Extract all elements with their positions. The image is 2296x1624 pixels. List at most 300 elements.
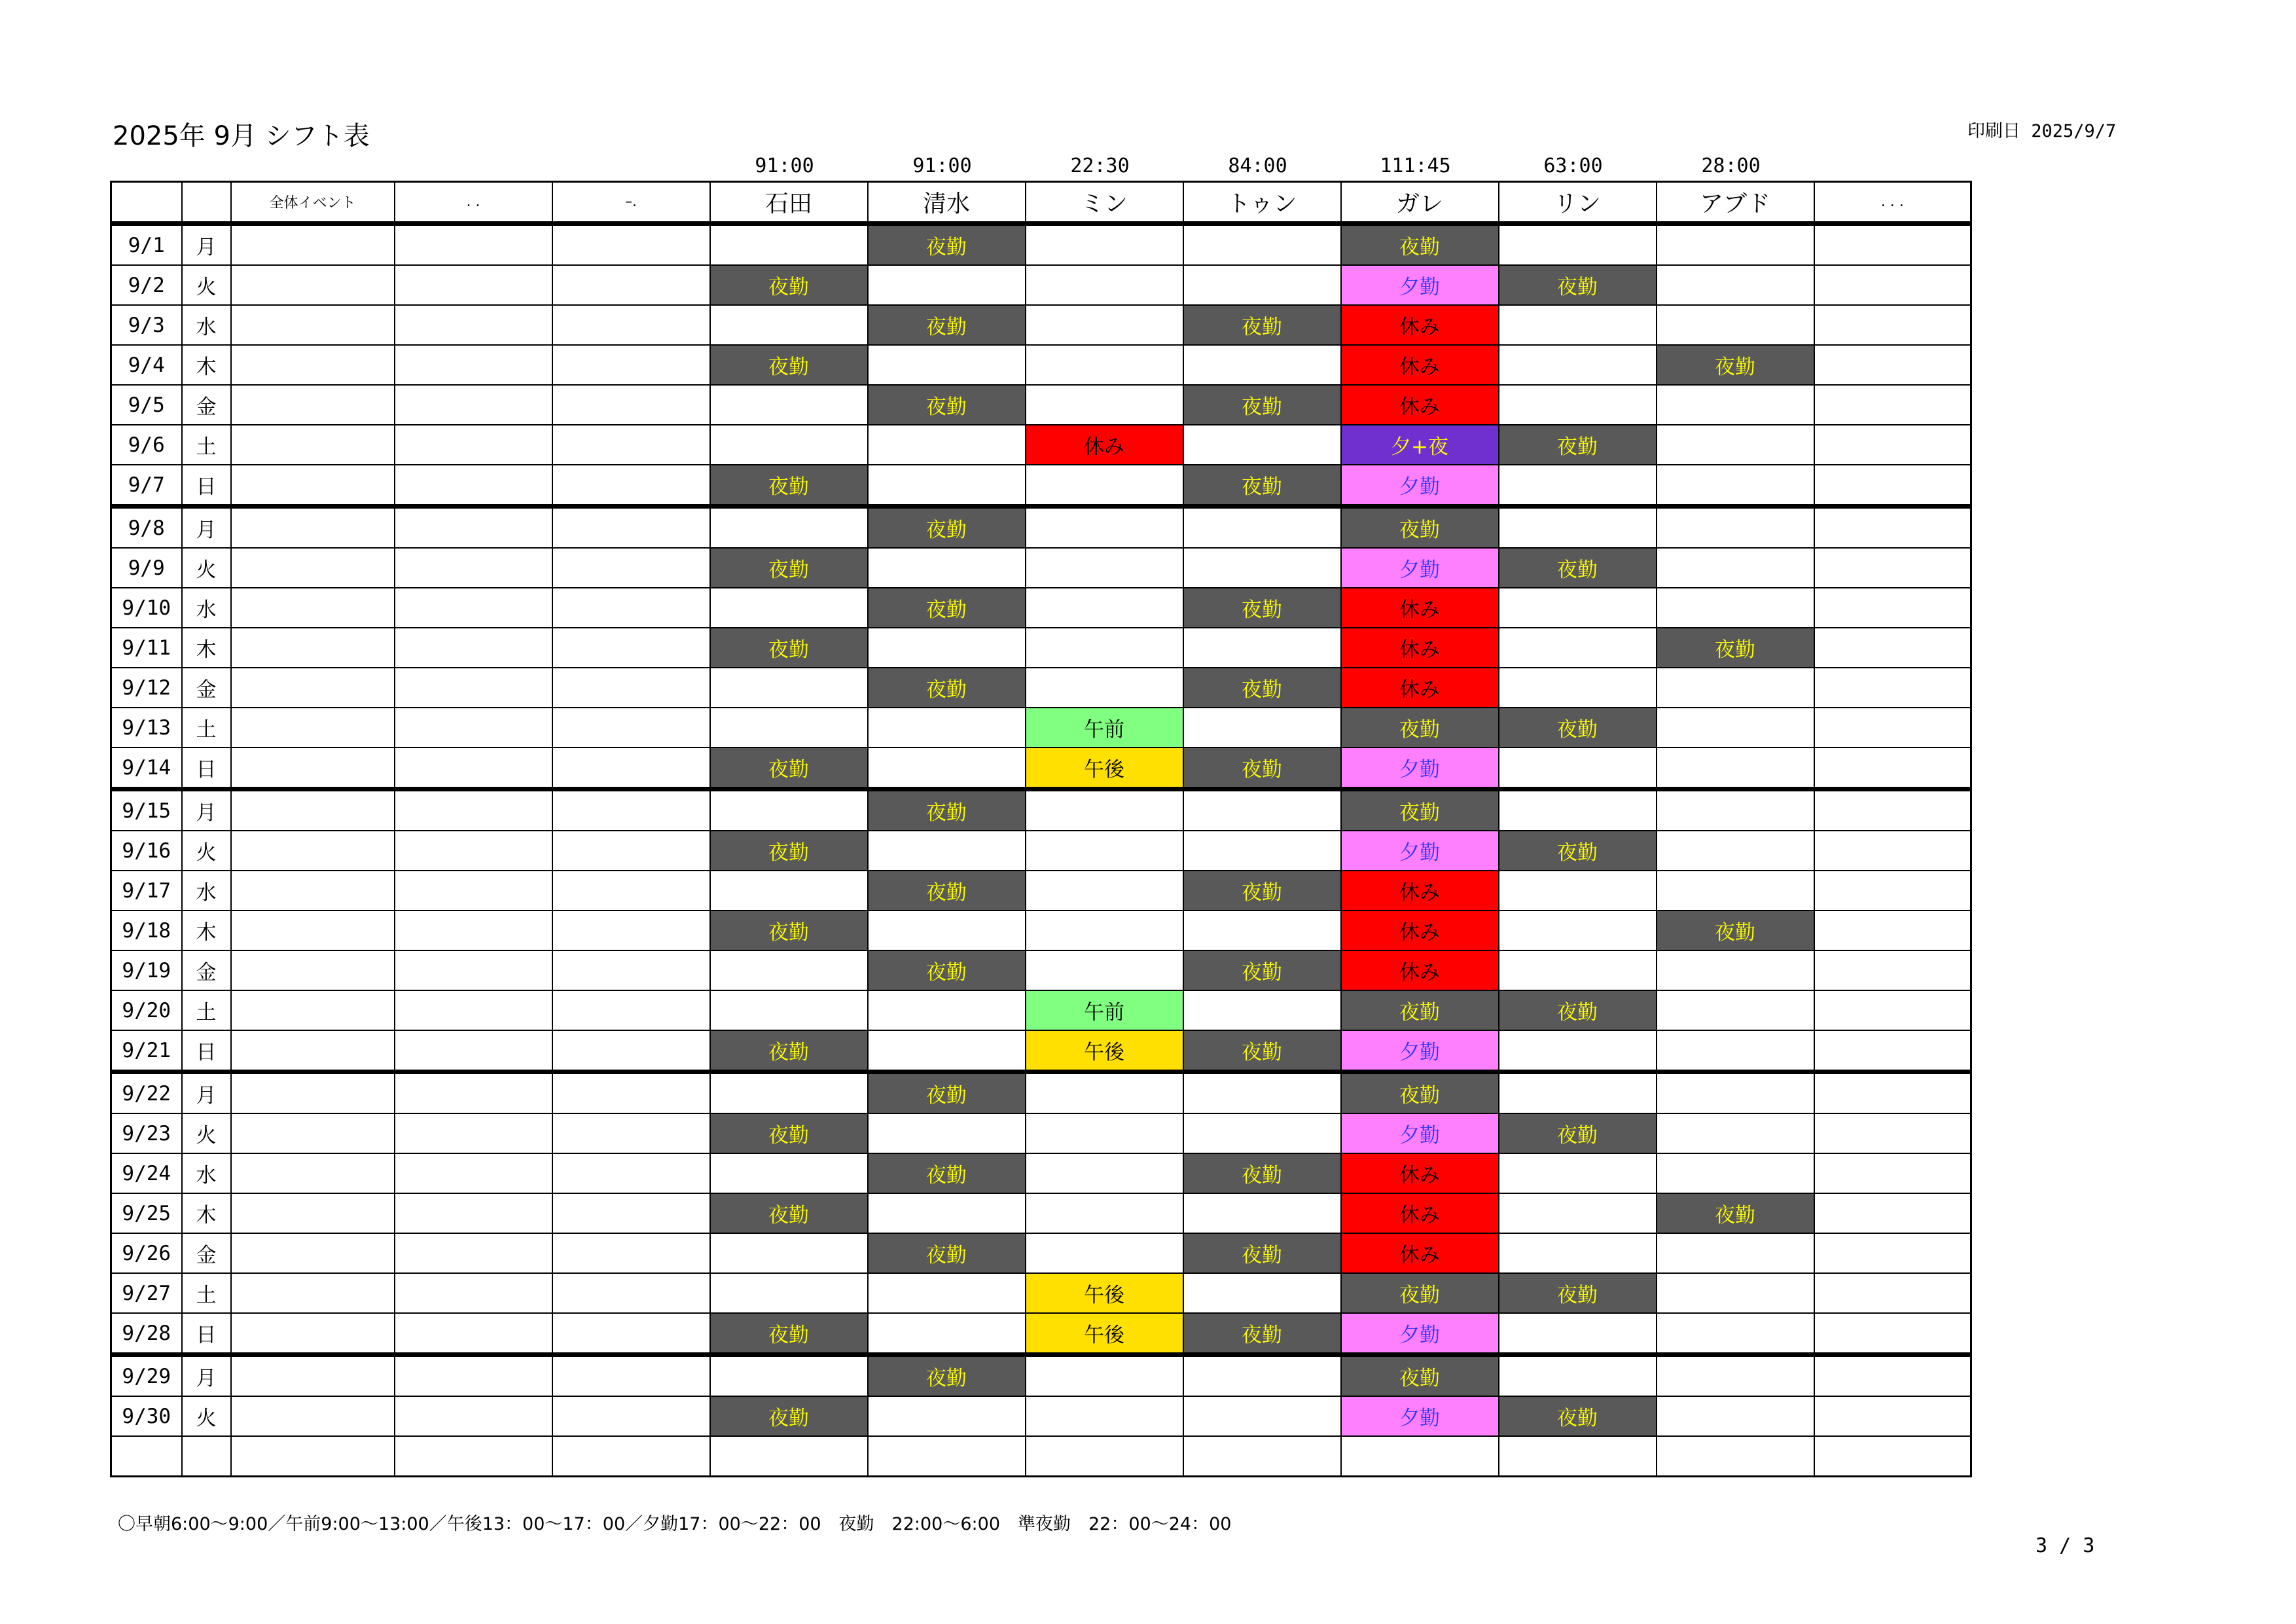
table-row (111, 1313, 1971, 1355)
shift-cell (1499, 950, 1657, 990)
empty-cell (552, 265, 710, 305)
empty-cell (552, 1113, 710, 1153)
row-date: 9/7 (111, 465, 182, 507)
shift-cell (1183, 831, 1341, 871)
shift-cell (1814, 748, 1971, 789)
shift-cell (868, 1396, 1026, 1436)
table-row (111, 1113, 1971, 1153)
shift-cell (710, 1273, 868, 1313)
shift-cell (710, 990, 868, 1030)
row-date: 9/26 (111, 1233, 182, 1273)
empty-cell (552, 305, 710, 345)
event-cell (231, 385, 395, 425)
shift-cell: 夜勤 (710, 748, 868, 789)
shift-cell (868, 628, 1026, 668)
shift-cell (1183, 1436, 1341, 1477)
shift-cell: 夜勤 (1341, 1072, 1499, 1114)
empty-cell (552, 1396, 710, 1436)
event-cell (231, 748, 395, 789)
shift-cell (1026, 305, 1183, 345)
row-day-of-week: 月 (182, 1072, 231, 1114)
shift-cell (1814, 385, 1971, 425)
event-cell (231, 990, 395, 1030)
shift-cell (1657, 748, 1814, 789)
shift-cell (868, 1436, 1026, 1477)
shift-cell (1657, 668, 1814, 708)
row-day-of-week: 木 (182, 345, 231, 385)
shift-cell: 休み (1341, 911, 1499, 950)
shift-cell: 夜勤 (1183, 1233, 1341, 1273)
shift-cell (1814, 708, 1971, 748)
shift-cell (1814, 911, 1971, 950)
shift-cell (1657, 425, 1814, 465)
shift-cell: 夕勤 (1341, 548, 1499, 588)
shift-cell: 夜勤 (710, 1193, 868, 1233)
shift-cell: 夜勤 (1499, 831, 1657, 871)
shift-cell (1657, 1313, 1814, 1355)
shift-cell (868, 831, 1026, 871)
event-cell (231, 548, 395, 588)
row-day-of-week: 水 (182, 588, 231, 628)
shift-cell: 夜勤 (1657, 1193, 1814, 1233)
empty-cell (552, 224, 710, 266)
shift-cell (1657, 831, 1814, 871)
event-cell (231, 1355, 395, 1397)
shift-cell (1026, 1233, 1183, 1273)
empty-cell (395, 748, 552, 789)
empty-cell (395, 628, 552, 668)
shift-cell: 夜勤 (868, 224, 1026, 266)
shift-cell (1499, 1233, 1657, 1273)
shift-cell: 夕勤 (1341, 1313, 1499, 1355)
shift-cell (1657, 708, 1814, 748)
table-row (111, 425, 1971, 465)
empty-cell (552, 871, 710, 911)
shift-cell: 休み (1026, 425, 1183, 465)
shift-cell (1183, 708, 1341, 748)
shift-cell (1026, 831, 1183, 871)
shift-cell (1814, 548, 1971, 588)
row-day-of-week: 土 (182, 990, 231, 1030)
shift-cell: 夜勤 (710, 548, 868, 588)
table-row (111, 385, 1971, 425)
shift-cell (1814, 831, 1971, 871)
empty-cell (395, 265, 552, 305)
header-date (111, 182, 182, 224)
event-cell (231, 345, 395, 385)
shift-cell (1499, 465, 1657, 507)
shift-cell (1499, 1313, 1657, 1355)
empty-cell (552, 748, 710, 789)
shift-cell (710, 871, 868, 911)
event-cell (231, 1072, 395, 1114)
shift-cell (1499, 224, 1657, 266)
shift-cell: 夜勤 (1341, 789, 1499, 831)
total-hours: 63:00 (1543, 154, 1603, 177)
shift-cell (1814, 950, 1971, 990)
table-row (111, 1030, 1971, 1072)
table-row (111, 507, 1971, 549)
empty-cell (552, 1193, 710, 1233)
shift-cell (1657, 465, 1814, 507)
shift-cell: 夜勤 (710, 911, 868, 950)
shift-cell: 夜勤 (1183, 668, 1341, 708)
table-row (111, 1396, 1971, 1436)
shift-cell (1814, 507, 1971, 549)
shift-cell (868, 1273, 1026, 1313)
row-day-of-week: 火 (182, 831, 231, 871)
row-day-of-week: 日 (182, 1030, 231, 1072)
shift-cell (1026, 1436, 1183, 1477)
shift-cell (1499, 345, 1657, 385)
event-cell (231, 1193, 395, 1233)
row-day-of-week: 火 (182, 1113, 231, 1153)
shift-cell: 夜勤 (868, 1355, 1026, 1397)
shift-cell (1026, 224, 1183, 266)
shift-cell (1657, 305, 1814, 345)
table-row (111, 1273, 1971, 1313)
shift-cell: 休み (1341, 305, 1499, 345)
row-day-of-week: 月 (182, 507, 231, 549)
shift-cell: 夜勤 (1499, 265, 1657, 305)
shift-cell (1499, 1153, 1657, 1193)
table-row (111, 465, 1971, 507)
total-hours: 91:00 (912, 154, 972, 177)
row-day-of-week (182, 1436, 231, 1477)
shift-cell (868, 708, 1026, 748)
row-day-of-week: 金 (182, 385, 231, 425)
shift-cell (1183, 425, 1341, 465)
shift-legend: 〇早朝6:00〜9:00／午前9:00〜13:00／午後13：00〜17：00／夕勤17：00〜22：00 夜勤 22:00〜6:00 準夜勤 22：00〜24：00 (118, 1514, 1232, 1534)
row-date: 9/28 (111, 1313, 182, 1355)
row-day-of-week: 水 (182, 871, 231, 911)
total-hours: 22:30 (1070, 154, 1130, 177)
empty-cell (395, 1355, 552, 1397)
shift-cell (868, 1113, 1026, 1153)
empty-cell (395, 1396, 552, 1436)
shift-cell: 午後 (1026, 1273, 1183, 1313)
shift-cell (1657, 224, 1814, 266)
row-date: 9/19 (111, 950, 182, 990)
shift-cell (1026, 628, 1183, 668)
row-date: 9/27 (111, 1273, 182, 1313)
shift-cell (868, 425, 1026, 465)
shift-cell (1657, 1233, 1814, 1273)
total-hours: 28:00 (1701, 154, 1761, 177)
shift-cell (1183, 345, 1341, 385)
event-cell (231, 1396, 395, 1436)
shift-cell (1657, 588, 1814, 628)
shift-cell (868, 1313, 1026, 1355)
table-row (111, 668, 1971, 708)
event-cell (231, 911, 395, 950)
shift-cell (1814, 628, 1971, 668)
shift-cell: 休み (1341, 1193, 1499, 1233)
row-date: 9/22 (111, 1072, 182, 1114)
shift-cell (1026, 950, 1183, 990)
empty-cell (395, 425, 552, 465)
shift-cell (710, 224, 868, 266)
shift-cell (1814, 265, 1971, 305)
empty-cell (395, 305, 552, 345)
shift-cell (1814, 1072, 1971, 1114)
empty-cell (395, 871, 552, 911)
empty-cell (395, 1313, 552, 1355)
row-day-of-week: 木 (182, 911, 231, 950)
shift-cell: 夕勤 (1341, 265, 1499, 305)
table-row (111, 224, 1971, 266)
shift-cell: 休み (1341, 588, 1499, 628)
shift-cell (868, 1193, 1026, 1233)
empty-cell (552, 1355, 710, 1397)
table-row (111, 548, 1971, 588)
table-row (111, 1355, 1971, 1397)
shift-cell (868, 345, 1026, 385)
shift-cell (1499, 1193, 1657, 1233)
shift-cell: 夜勤 (710, 628, 868, 668)
row-day-of-week: 水 (182, 305, 231, 345)
shift-cell: 夜勤 (868, 1153, 1026, 1193)
table-row (111, 1193, 1971, 1233)
empty-cell (552, 548, 710, 588)
row-day-of-week: 日 (182, 465, 231, 507)
shift-cell (1183, 1193, 1341, 1233)
row-date: 9/15 (111, 789, 182, 831)
row-date: 9/16 (111, 831, 182, 871)
shift-cell (1657, 871, 1814, 911)
shift-cell: 夜勤 (1183, 871, 1341, 911)
shift-cell (1814, 588, 1971, 628)
shift-cell (1814, 1273, 1971, 1313)
shift-cell: 夜勤 (1183, 1313, 1341, 1355)
table-row (111, 708, 1971, 748)
empty-cell (395, 1273, 552, 1313)
row-date: 9/11 (111, 628, 182, 668)
shift-cell (1657, 1436, 1814, 1477)
row-date: 9/3 (111, 305, 182, 345)
shift-cell (1814, 1233, 1971, 1273)
empty-cell (552, 668, 710, 708)
shift-cell: 夜勤 (710, 1396, 868, 1436)
row-date: 9/24 (111, 1153, 182, 1193)
shift-cell (1183, 1396, 1341, 1436)
event-cell (231, 871, 395, 911)
empty-cell (552, 507, 710, 549)
shift-cell (1183, 911, 1341, 950)
shift-cell: 夜勤 (1499, 1396, 1657, 1436)
row-day-of-week: 火 (182, 548, 231, 588)
shift-cell: 夜勤 (1657, 345, 1814, 385)
shift-cell (1499, 507, 1657, 549)
shift-cell (1814, 1396, 1971, 1436)
empty-cell (395, 1113, 552, 1153)
page-number: 3 / 3 (2036, 1534, 2095, 1557)
row-day-of-week: 土 (182, 708, 231, 748)
empty-cell (552, 465, 710, 507)
shift-cell: 夕勤 (1341, 748, 1499, 789)
shift-cell: 夕勤 (1341, 1113, 1499, 1153)
event-cell (231, 1313, 395, 1355)
shift-cell (710, 1153, 868, 1193)
table-row (111, 911, 1971, 950)
shift-cell (710, 789, 868, 831)
row-date: 9/9 (111, 548, 182, 588)
row-date: 9/4 (111, 345, 182, 385)
shift-cell: 夜勤 (1183, 748, 1341, 789)
shift-cell: 夜勤 (710, 831, 868, 871)
shift-cell (710, 1072, 868, 1114)
total-hours: 84:00 (1228, 154, 1287, 177)
shift-cell: 夜勤 (1183, 1030, 1341, 1072)
shift-cell: 夜勤 (710, 1030, 868, 1072)
shift-cell: 夜勤 (1341, 507, 1499, 549)
shift-cell (1026, 265, 1183, 305)
header-staff: 清水 (868, 182, 1026, 224)
shift-cell (1026, 1396, 1183, 1436)
shift-cell (868, 748, 1026, 789)
shift-cell: 夜勤 (868, 1233, 1026, 1273)
shift-cell (1183, 1273, 1341, 1313)
shift-cell: 夜勤 (1183, 950, 1341, 990)
header-staff: アブド (1657, 182, 1814, 224)
shift-cell (1026, 465, 1183, 507)
page-title: 2025年 9月 シフト表 (113, 121, 370, 151)
shift-cell (1657, 1113, 1814, 1153)
header-event: 全体イベント (231, 182, 395, 224)
shift-cell (1814, 224, 1971, 266)
row-date: 9/17 (111, 871, 182, 911)
shift-cell: 夜勤 (1341, 708, 1499, 748)
total-hours: 111:45 (1380, 154, 1451, 177)
shift-cell (868, 990, 1026, 1030)
event-cell (231, 265, 395, 305)
empty-cell (552, 708, 710, 748)
table-row (111, 265, 1971, 305)
row-date: 9/20 (111, 990, 182, 1030)
shift-cell (1026, 345, 1183, 385)
shift-cell (1183, 789, 1341, 831)
table-row (111, 305, 1971, 345)
shift-cell (1183, 628, 1341, 668)
shift-cell: 休み (1341, 950, 1499, 990)
empty-cell (395, 990, 552, 1030)
shift-cell (710, 425, 868, 465)
shift-cell (1814, 345, 1971, 385)
header-col-5: –. (552, 182, 710, 224)
shift-cell: 夜勤 (868, 668, 1026, 708)
shift-cell: 休み (1341, 385, 1499, 425)
shift-cell: 夜勤 (1183, 1153, 1341, 1193)
empty-cell (395, 668, 552, 708)
shift-cell (1814, 1113, 1971, 1153)
empty-cell (552, 1233, 710, 1273)
shift-cell: 夜勤 (1341, 1273, 1499, 1313)
shift-cell (710, 588, 868, 628)
shift-cell (1814, 1436, 1971, 1477)
shift-cell (1657, 950, 1814, 990)
shift-cell (710, 1355, 868, 1397)
empty-cell (552, 345, 710, 385)
shift-cell: 夜勤 (1499, 1273, 1657, 1313)
row-date (111, 1436, 182, 1477)
shift-cell (1657, 385, 1814, 425)
shift-cell (1814, 990, 1971, 1030)
shift-cell (1183, 265, 1341, 305)
table-row (111, 871, 1971, 911)
empty-cell (395, 708, 552, 748)
table-row (111, 831, 1971, 871)
shift-cell (1814, 1193, 1971, 1233)
header-dow (182, 182, 231, 224)
row-date: 9/12 (111, 668, 182, 708)
shift-cell (1657, 1153, 1814, 1193)
table-row (111, 1436, 1971, 1477)
shift-cell (1657, 1355, 1814, 1397)
row-day-of-week: 水 (182, 1153, 231, 1193)
empty-cell (395, 548, 552, 588)
shift-cell: 夕+夜 (1341, 425, 1499, 465)
shift-cell: 夜勤 (1657, 628, 1814, 668)
shift-cell (1814, 425, 1971, 465)
row-day-of-week: 日 (182, 1313, 231, 1355)
shift-cell (1657, 1273, 1814, 1313)
empty-cell (552, 831, 710, 871)
shift-cell: 夜勤 (1341, 990, 1499, 1030)
event-cell (231, 628, 395, 668)
shift-cell: 夜勤 (1183, 588, 1341, 628)
shift-cell (1026, 1193, 1183, 1233)
table-row (111, 345, 1971, 385)
empty-cell (395, 1193, 552, 1233)
shift-cell: 夜勤 (1499, 990, 1657, 1030)
shift-cell: 休み (1341, 668, 1499, 708)
event-cell (231, 507, 395, 549)
row-day-of-week: 土 (182, 425, 231, 465)
table-row (111, 628, 1971, 668)
event-cell (231, 708, 395, 748)
empty-cell (552, 1072, 710, 1114)
empty-cell (552, 1436, 710, 1477)
shift-cell: 夜勤 (1341, 1355, 1499, 1397)
shift-cell (1657, 1396, 1814, 1436)
shift-cell (1657, 548, 1814, 588)
shift-cell (1814, 1313, 1971, 1355)
row-date: 9/8 (111, 507, 182, 549)
shift-cell: 夜勤 (710, 265, 868, 305)
empty-cell (395, 465, 552, 507)
empty-cell (552, 911, 710, 950)
print-date: 印刷日 2025/9/7 (1967, 121, 2117, 141)
shift-cell (868, 911, 1026, 950)
shift-cell (1499, 1030, 1657, 1072)
shift-cell (1657, 990, 1814, 1030)
shift-cell (1026, 789, 1183, 831)
empty-cell (395, 1436, 552, 1477)
shift-cell: 夜勤 (710, 1113, 868, 1153)
shift-cell (1026, 911, 1183, 950)
shift-cell (1026, 507, 1183, 549)
row-day-of-week: 日 (182, 748, 231, 789)
event-cell (231, 1233, 395, 1273)
event-cell (231, 1153, 395, 1193)
shift-cell (868, 465, 1026, 507)
empty-cell (395, 1072, 552, 1114)
row-date: 9/23 (111, 1113, 182, 1153)
header-col-4: . . (395, 182, 552, 224)
empty-cell (395, 950, 552, 990)
shift-cell: 夜勤 (1183, 465, 1341, 507)
shift-cell: 夕勤 (1341, 831, 1499, 871)
